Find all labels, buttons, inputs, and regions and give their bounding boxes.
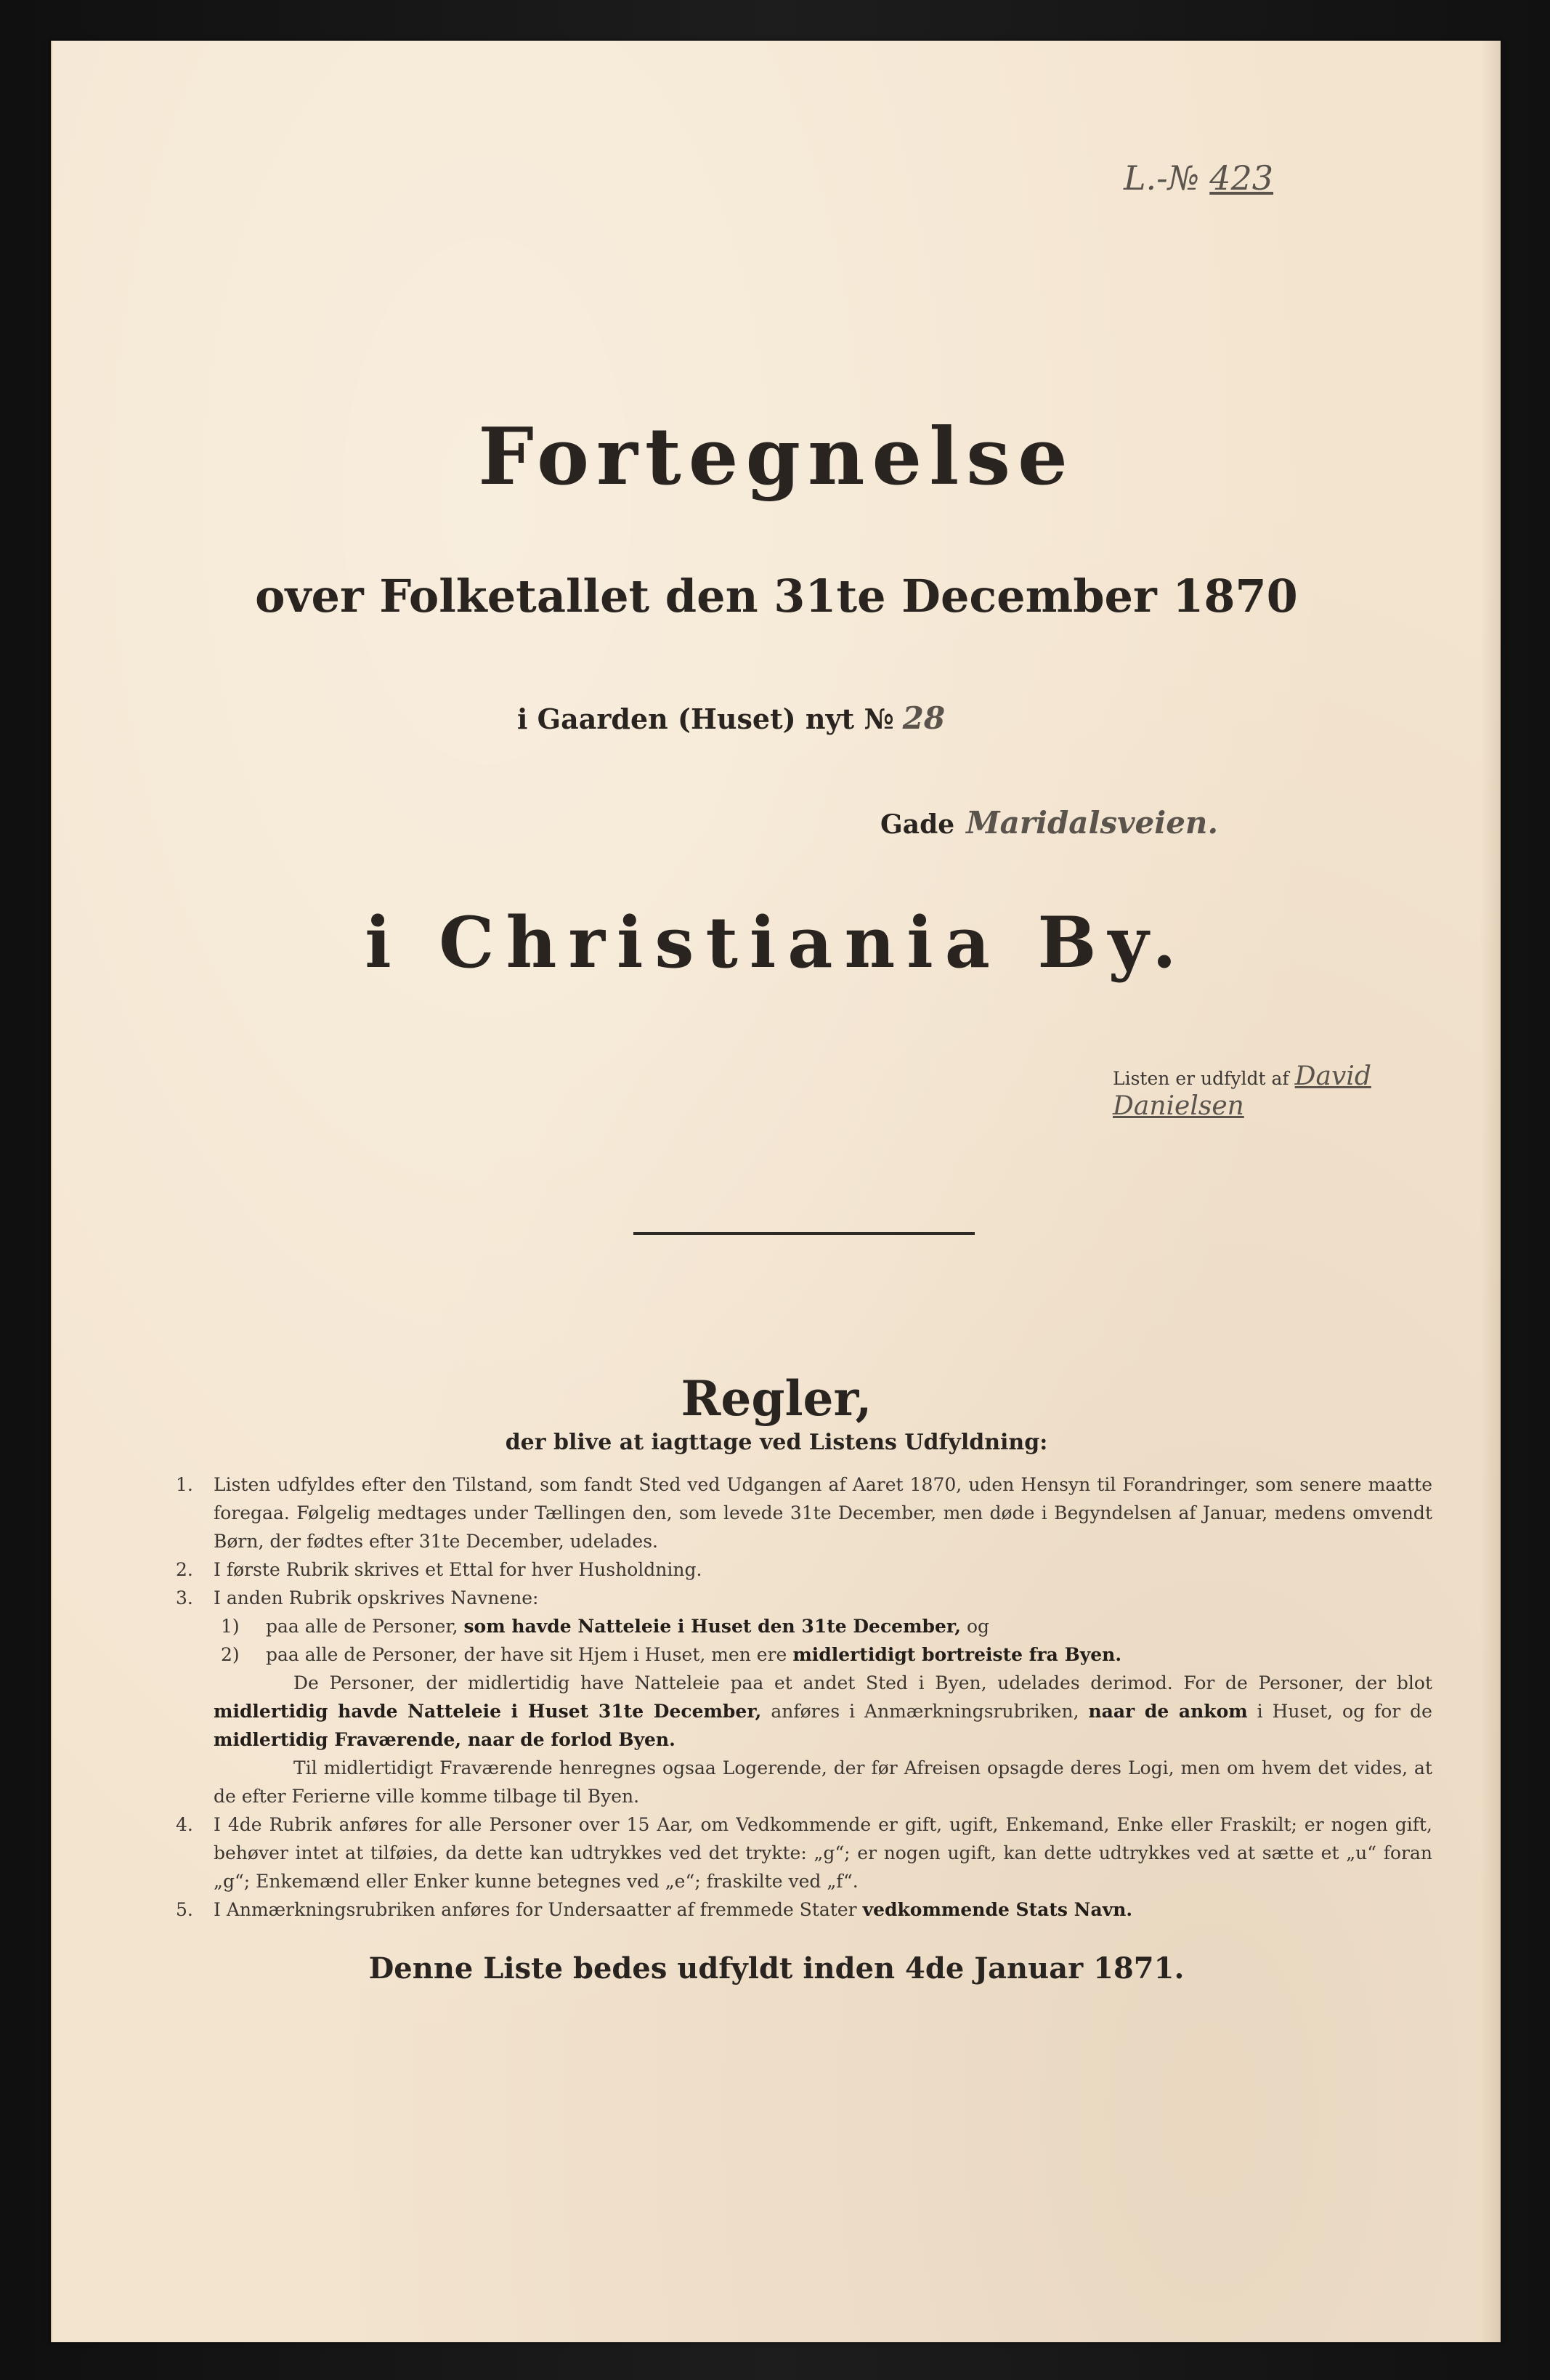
sub-item-emphasis: som havde Natteleie i Huset den 31te December, [463, 1616, 961, 1637]
rule-3 [176, 1584, 1432, 1612]
rules-subheading: der blive at iagttage ved Listens Udfyldning: [505, 1430, 1048, 1455]
rule-number: 3. [176, 1587, 193, 1608]
note-text: De Personer, der midlertidig have Natteleie paa et andet Sted i Byen, udelades derimod. For de Personer, der blot [293, 1672, 1432, 1693]
note-text: i Huset, og for de [1257, 1701, 1432, 1722]
rule-number: 1. [176, 1474, 193, 1495]
sub-item-text: paa alle de Personer, der have sit Hjem i Huset, men ere [266, 1644, 787, 1665]
page-edge-shade [1480, 41, 1501, 2342]
list-number-label: L.-№ [1124, 158, 1200, 198]
list-number-value: 423 [1209, 158, 1274, 198]
form-title: Fortegnelse [478, 411, 1075, 503]
list-number [1124, 158, 1273, 198]
rule-text: I anden Rubrik opskrives Navnene: [214, 1587, 539, 1608]
rule-text: Listen udfyldes efter den Tilstand, som fandt Sted ved Udgangen af Aaret 1870, uden Hensyn til Forandringer, som senere maatte foregaa. Følgelig medtages under Tællingen den, som levede 31te December, men døde i Begyndelsen af Januar, medens omvendt Børn, der fødtes efter 31te December, udelades. [214, 1474, 1432, 1552]
rule-text: I første Rubrik skrives et Ettal for hver Husholdning. [214, 1559, 702, 1580]
street-line [880, 805, 1218, 841]
rule-5 [176, 1895, 1432, 1924]
form-subtitle: over Folketallet den 31te December 1870 [255, 570, 1298, 623]
note-text: anføres i Anmærkningsrubriken, [771, 1701, 1079, 1722]
sub-item-text: paa alle de Personer, [266, 1616, 458, 1637]
note-text: Til midlertidigt Fraværende henregnes ogsaa Logerende, der før Afreisen opsagde deres Logi, men om hvem det vides, at de efter Ferierne ville komme tilbage til Byen. [214, 1757, 1432, 1807]
divider-rule [633, 1232, 975, 1235]
rule-3-item-1 [176, 1612, 1432, 1640]
rule-3-note-1 [176, 1669, 1432, 1754]
deadline-notice: Denne Liste bedes udfyldt inden 4de Januar 1871. [368, 1951, 1185, 1986]
house-number-line [517, 700, 945, 736]
rule-3-item-2 [176, 1640, 1432, 1669]
census-form-page [51, 41, 1501, 2342]
city-heading: i Christiania By. [365, 902, 1188, 984]
filled-by-signature: David Danielsen [1113, 1061, 1371, 1121]
rule-2 [176, 1555, 1432, 1584]
rule-text: I 4de Rubrik anføres for alle Personer over 15 Aar, om Vedkommende er gift, ugift, Enkemand, Enke eller Fraskilt; er nogen gift, behøver intet at tilføies, da dette kan udtrykkes ved det trykte: „g“; er nogen ugift, kan dette udtrykkes ved at sætte et „u“ foran „g“; Enkemænd eller Enker kunne betegnes ved „e“; fraskilte ved „f“. [214, 1814, 1432, 1892]
rule-3-note-2 [176, 1754, 1432, 1810]
rule-number: 5. [176, 1899, 193, 1920]
sub-item-text-end: og [966, 1616, 989, 1637]
rule-1 [176, 1470, 1432, 1555]
note-emphasis: midlertidig havde Natteleie i Huset 31te December, [214, 1701, 762, 1722]
rules-list [176, 1470, 1432, 1924]
house-number-label: i Gaarden (Huset) nyt № [517, 703, 894, 735]
rules-heading: Regler, [681, 1370, 872, 1427]
sub-item-number: 2) [221, 1644, 240, 1665]
note-emphasis: midlertidig Fraværende, naar de forlod Byen. [214, 1729, 675, 1750]
street-label: Gade [880, 809, 955, 840]
sub-item-emphasis: midlertidigt bortreiste fra Byen. [792, 1644, 1122, 1665]
note-emphasis: naar de ankom [1088, 1701, 1248, 1722]
filled-by-label: Listen er udfyldt af [1113, 1068, 1289, 1089]
rule-number: 4. [176, 1814, 193, 1835]
rule-emphasis: vedkommende Stats Navn. [862, 1899, 1133, 1920]
rule-text: I Anmærkningsrubriken anføres for Undersaatter af fremmede Stater [214, 1899, 857, 1920]
rule-number: 2. [176, 1559, 193, 1580]
rule-4 [176, 1810, 1432, 1895]
sub-item-number: 1) [221, 1616, 240, 1637]
house-number-value: 28 [902, 700, 946, 736]
street-value: Maridalsveien. [966, 805, 1219, 841]
filled-by-line [1113, 1061, 1501, 1121]
